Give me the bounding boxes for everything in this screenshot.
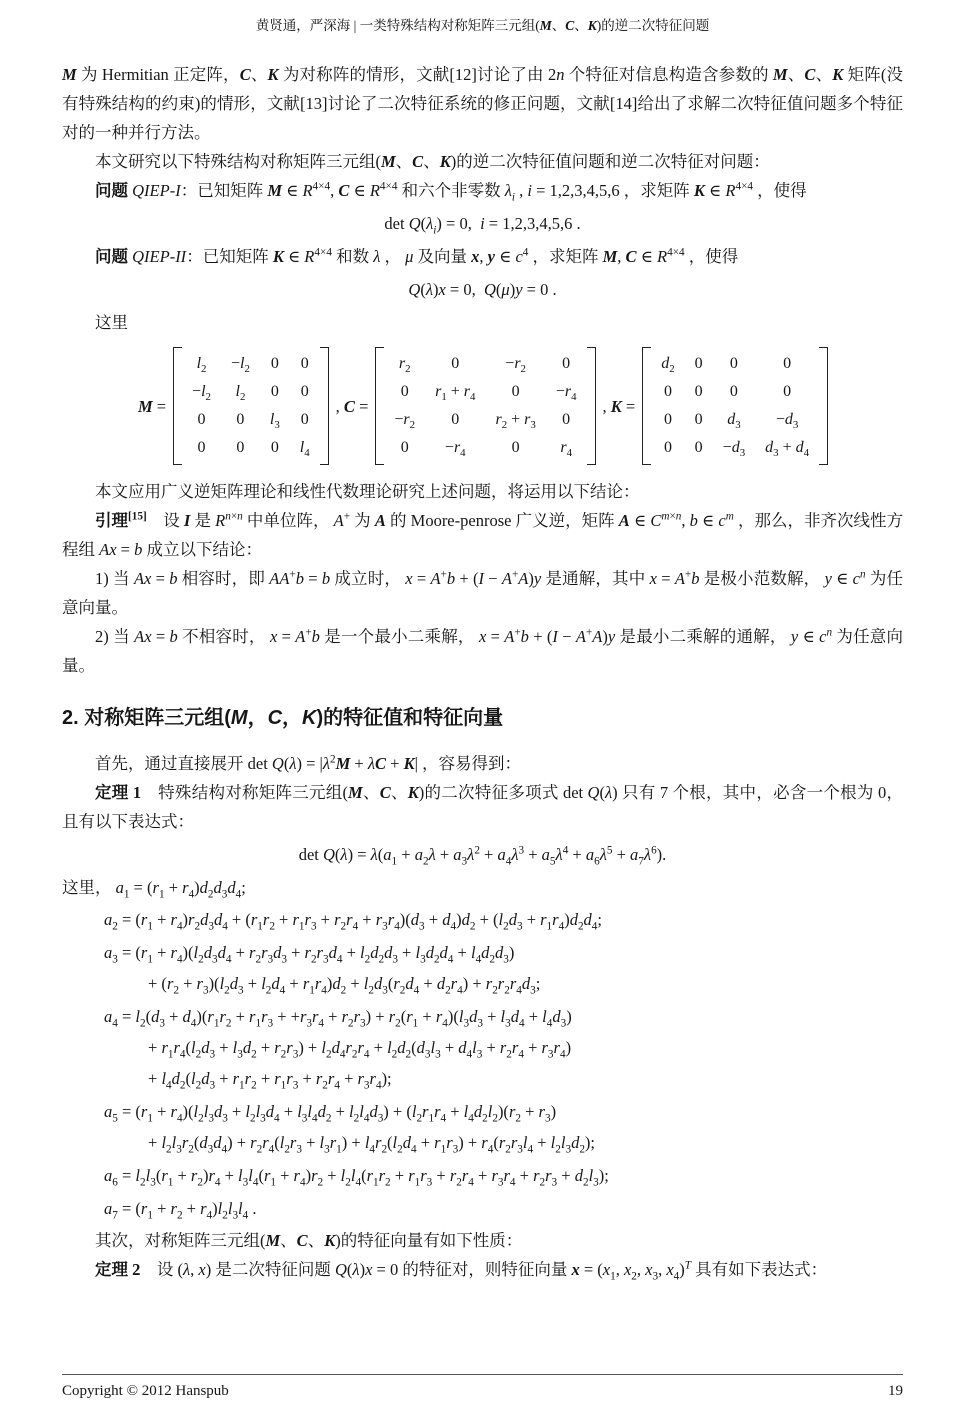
equation-a5 xyxy=(62,1096,903,1158)
equation-line: $a_5 = (r_1 + r_4)(l_2l_3d_3 + l_2l_3d_4 + l_3l_4d_2 + l_2l_4d_3) + (l_2r_1r_4 + l_4d_2l_2)(r_2 + r_3)$ xyxy=(104,1102,557,1125)
equation-line: + $l_2l_3r_2(d_3d_4) + r_2r_4(l_2r_3 + l_3r_1) + l_4r_2(l_2d_4 + r_1r_3) + r_4(r_2r_3l_4 + l_2l_3d_2)$; xyxy=(148,1133,596,1156)
lemma-15: 引理[15] 设 I 是 $R^{n\times n}$ 中单位阵， A+ 为 A 的 Moore-penrose 广义逆，矩阵 A ∈ $C^{m\times n}$, b ∈ $c^m$ ，那么，非齐次线性方程组 Ax = b 成立以下结论： xyxy=(62,510,904,559)
running-title: 黄贤通，严深海 | 一类特殊结构对称矩阵三元组(M、C、K)的逆二次特征问题 xyxy=(255,18,710,33)
section-2-heading: 2. 对称矩阵三元组(M，C，K)的特征值和特征向量 xyxy=(62,707,504,729)
problem-qiep-2: 问题 QIEP-II：已知矩阵 K ∈ $R^{4\times 4}$ 和数 λ ， μ 及向量 x, y ∈ $c^4$ ，求矩阵 M, C ∈ $R^{4\times 4}$ ，使得 xyxy=(95,246,739,266)
lemma-case-1: 1) 当 Ax = b 相容时，即 AA+b = b 成立时， x = A+b + (I − A+A)y 是通解，其中 x = A+b 是极小范数解， y ∈ $c^n$ 为任意向量。 xyxy=(62,568,904,617)
page-footer xyxy=(62,1374,903,1400)
paragraph-study-intro: 本文研究以下特殊结构对称矩阵三元组(M、C、K)的逆二次特征值问题和逆二次特征对问题： xyxy=(95,152,770,171)
equation-qiep-1: $\det Q(\lambda_i) = 0$, i = 1,2,3,4,5,6 . xyxy=(384,214,581,237)
theorem-2: 定理 2 设 (λ, x) 是二次特征问题 Q(λ)x = 0 的特征对，则特征向量 $x = (x_1$, $x_2$, $x_3$, $x_4)^T$ 具有如下表达式： xyxy=(95,1259,828,1283)
equation-line: + $l_4d_2(l_2d_3 + r_1r_2 + r_1r_3 + r_2r_4 + r_3r_4)$; xyxy=(148,1069,392,1092)
equation-line: $a_2 = (r_1 + r_4)r_2d_3d_4 + (r_1r_2 + r_1r_3 + r_2r_4 + r_3r_4)(d_3 + d_4)d_2 + (l_2d_3 + r_1r_4)d_2d_4$; xyxy=(104,910,602,933)
theorem-1: 定理 1 特殊结构对称矩阵三元组(M、C、K)的二次特征多项式 det Q(λ) 只有 7 个根，其中，必含一个根为 0，且有以下表达式： xyxy=(62,783,904,831)
equation-a6 xyxy=(62,1160,903,1191)
equation-line: $a_7 = (r_1 + r_2 + r_4)l_2l_3l_4$ . xyxy=(104,1199,257,1222)
equation-line: $a_4 = l_2(d_3 + d_4)(r_1r_2 + r_1r_3 + +r_3r_4 + r_2r_3) + r_2(r_1 + r_4)(l_3d_3 + l_3d_4 + l_4d_3)$ xyxy=(104,1007,572,1030)
running-head xyxy=(62,8,903,60)
copyright-text: Copyright © 2012 Hanspub xyxy=(62,1383,229,1399)
matrix-c-label: , C = xyxy=(335,396,369,416)
paper-body xyxy=(62,60,903,1284)
paragraph-eigenvector-intro: 其次，对称矩阵三元组(M、C、K)的特征向量有如下性质： xyxy=(95,1231,523,1250)
problem-qiep-1: 问题 QIEP-I：已知矩阵 M ∈ $R^{4\times 4}$, C ∈ $R^{4\times 4}$ 和六个非零数 $\lambda_i$ , i = 1,2,3,4,5,6 ，求矩阵 K ∈ $R^{4\times 4}$ ，使得 xyxy=(95,180,807,204)
paragraph-expand-detq: 首先，通过直接展开 $\det Q(\lambda) = |\lambda^2M + \lambda C + K|$ ，容易得到： xyxy=(95,753,522,773)
matrix-k-label: , K = xyxy=(602,396,636,416)
equation-qiep-2: Q(λ)x = 0, Q(μ)y = 0 . xyxy=(408,280,557,299)
equation-line: + $(r_2 + r_3)(l_2d_3 + l_2d_4 + r_1r_4)d_2 + l_2d_3(r_2d_4 + d_2r_4) + r_2r_2r_4d_3$; xyxy=(148,974,541,997)
page-number: 19 xyxy=(888,1383,903,1399)
matrix-m: $l_2$ $-l_2$ 0 0 $-l_2$ $l_2$ 0 0 0 0 $l_3$ 0 0 0 0 $l_4$ xyxy=(173,347,329,465)
equation-line: + $r_1r_4(l_2d_3 + l_3d_2 + r_2r_3) + l_2d_4r_2r_4 + l_2d_2(d_3l_3 + d_4l_3 + r_2r_4 + r_3r_4)$ xyxy=(148,1038,572,1061)
paragraph-a1: 这里， $a_1 = (r_1 + r_4)d_2d_3d_4$; xyxy=(62,878,246,901)
matrix-k: $d_2$ 0 0 0 0 0 0 0 0 0 $d_3$ $-d_3$ 0 0 $-d_3$ $d_3 + d_4$ xyxy=(642,347,828,465)
equation-a7 xyxy=(62,1193,903,1224)
paragraph-here: 这里 xyxy=(95,313,128,332)
equation-line: $a_3 = (r_1 + r_4)(l_2d_3d_4 + r_2r_3d_3 + r_2r_3d_4 + l_2d_2d_3 + l_3d_2d_4 + l_4d_2d_3)$ xyxy=(104,943,515,966)
lemma-case-2: 2) 当 Ax = b 不相容时， x = A+b 是一个最小二乘解， x = A+b + (I − A+A)y 是最小二乘解的通解， y ∈ $c^n$ 为任意向量。 xyxy=(62,626,904,675)
paragraph-theory-intro: 本文应用广义逆矩阵理论和线性代数理论研究上述问题，将运用以下结论： xyxy=(95,482,640,501)
equation-a4 xyxy=(62,1001,903,1094)
equation-detq-expansion: $\det Q(\lambda) = \lambda(a_1 + a_2\lambda + a_3\lambda^2 + a_4\lambda^3 + a_5\lambda^4 + a_6\lambda^5 + a_7\lambda^6)$. xyxy=(298,844,667,868)
equation-a2 xyxy=(62,904,903,935)
paragraph-literature-review: M 为 Hermitian 正定阵，C、K 为对称阵的情形，文献[12]讨论了由 2n 个特征对信息构造含参数的 M、C、K 矩阵(没有特殊结构的约束)的情形，文献[13]讨论了二次特征系统的修正问题，文献[14]给出了求解二次特征值问题多个特征对的一种并行方法。 xyxy=(62,65,904,142)
matrices-display xyxy=(62,347,903,465)
equation-a3 xyxy=(62,937,903,999)
matrix-c: $r_2$ 0 $-r_2$ 0 0 $r_1 + r_4$ 0 $-r_4$ $-r_2$ 0 $r_2 + r_3$ 0 0 $-r_4$ 0 $r_4$ xyxy=(375,347,595,465)
matrix-m-label: M = xyxy=(137,396,167,416)
equation-line: $a_6 = l_2l_3(r_1 + r_2)r_4 + l_3l_4(r_1 + r_4)r_2 + l_2l_4(r_1r_2 + r_1r_3 + r_2r_4 + r_3r_4 + r_2r_3 + d_2l_3)$; xyxy=(104,1166,609,1189)
